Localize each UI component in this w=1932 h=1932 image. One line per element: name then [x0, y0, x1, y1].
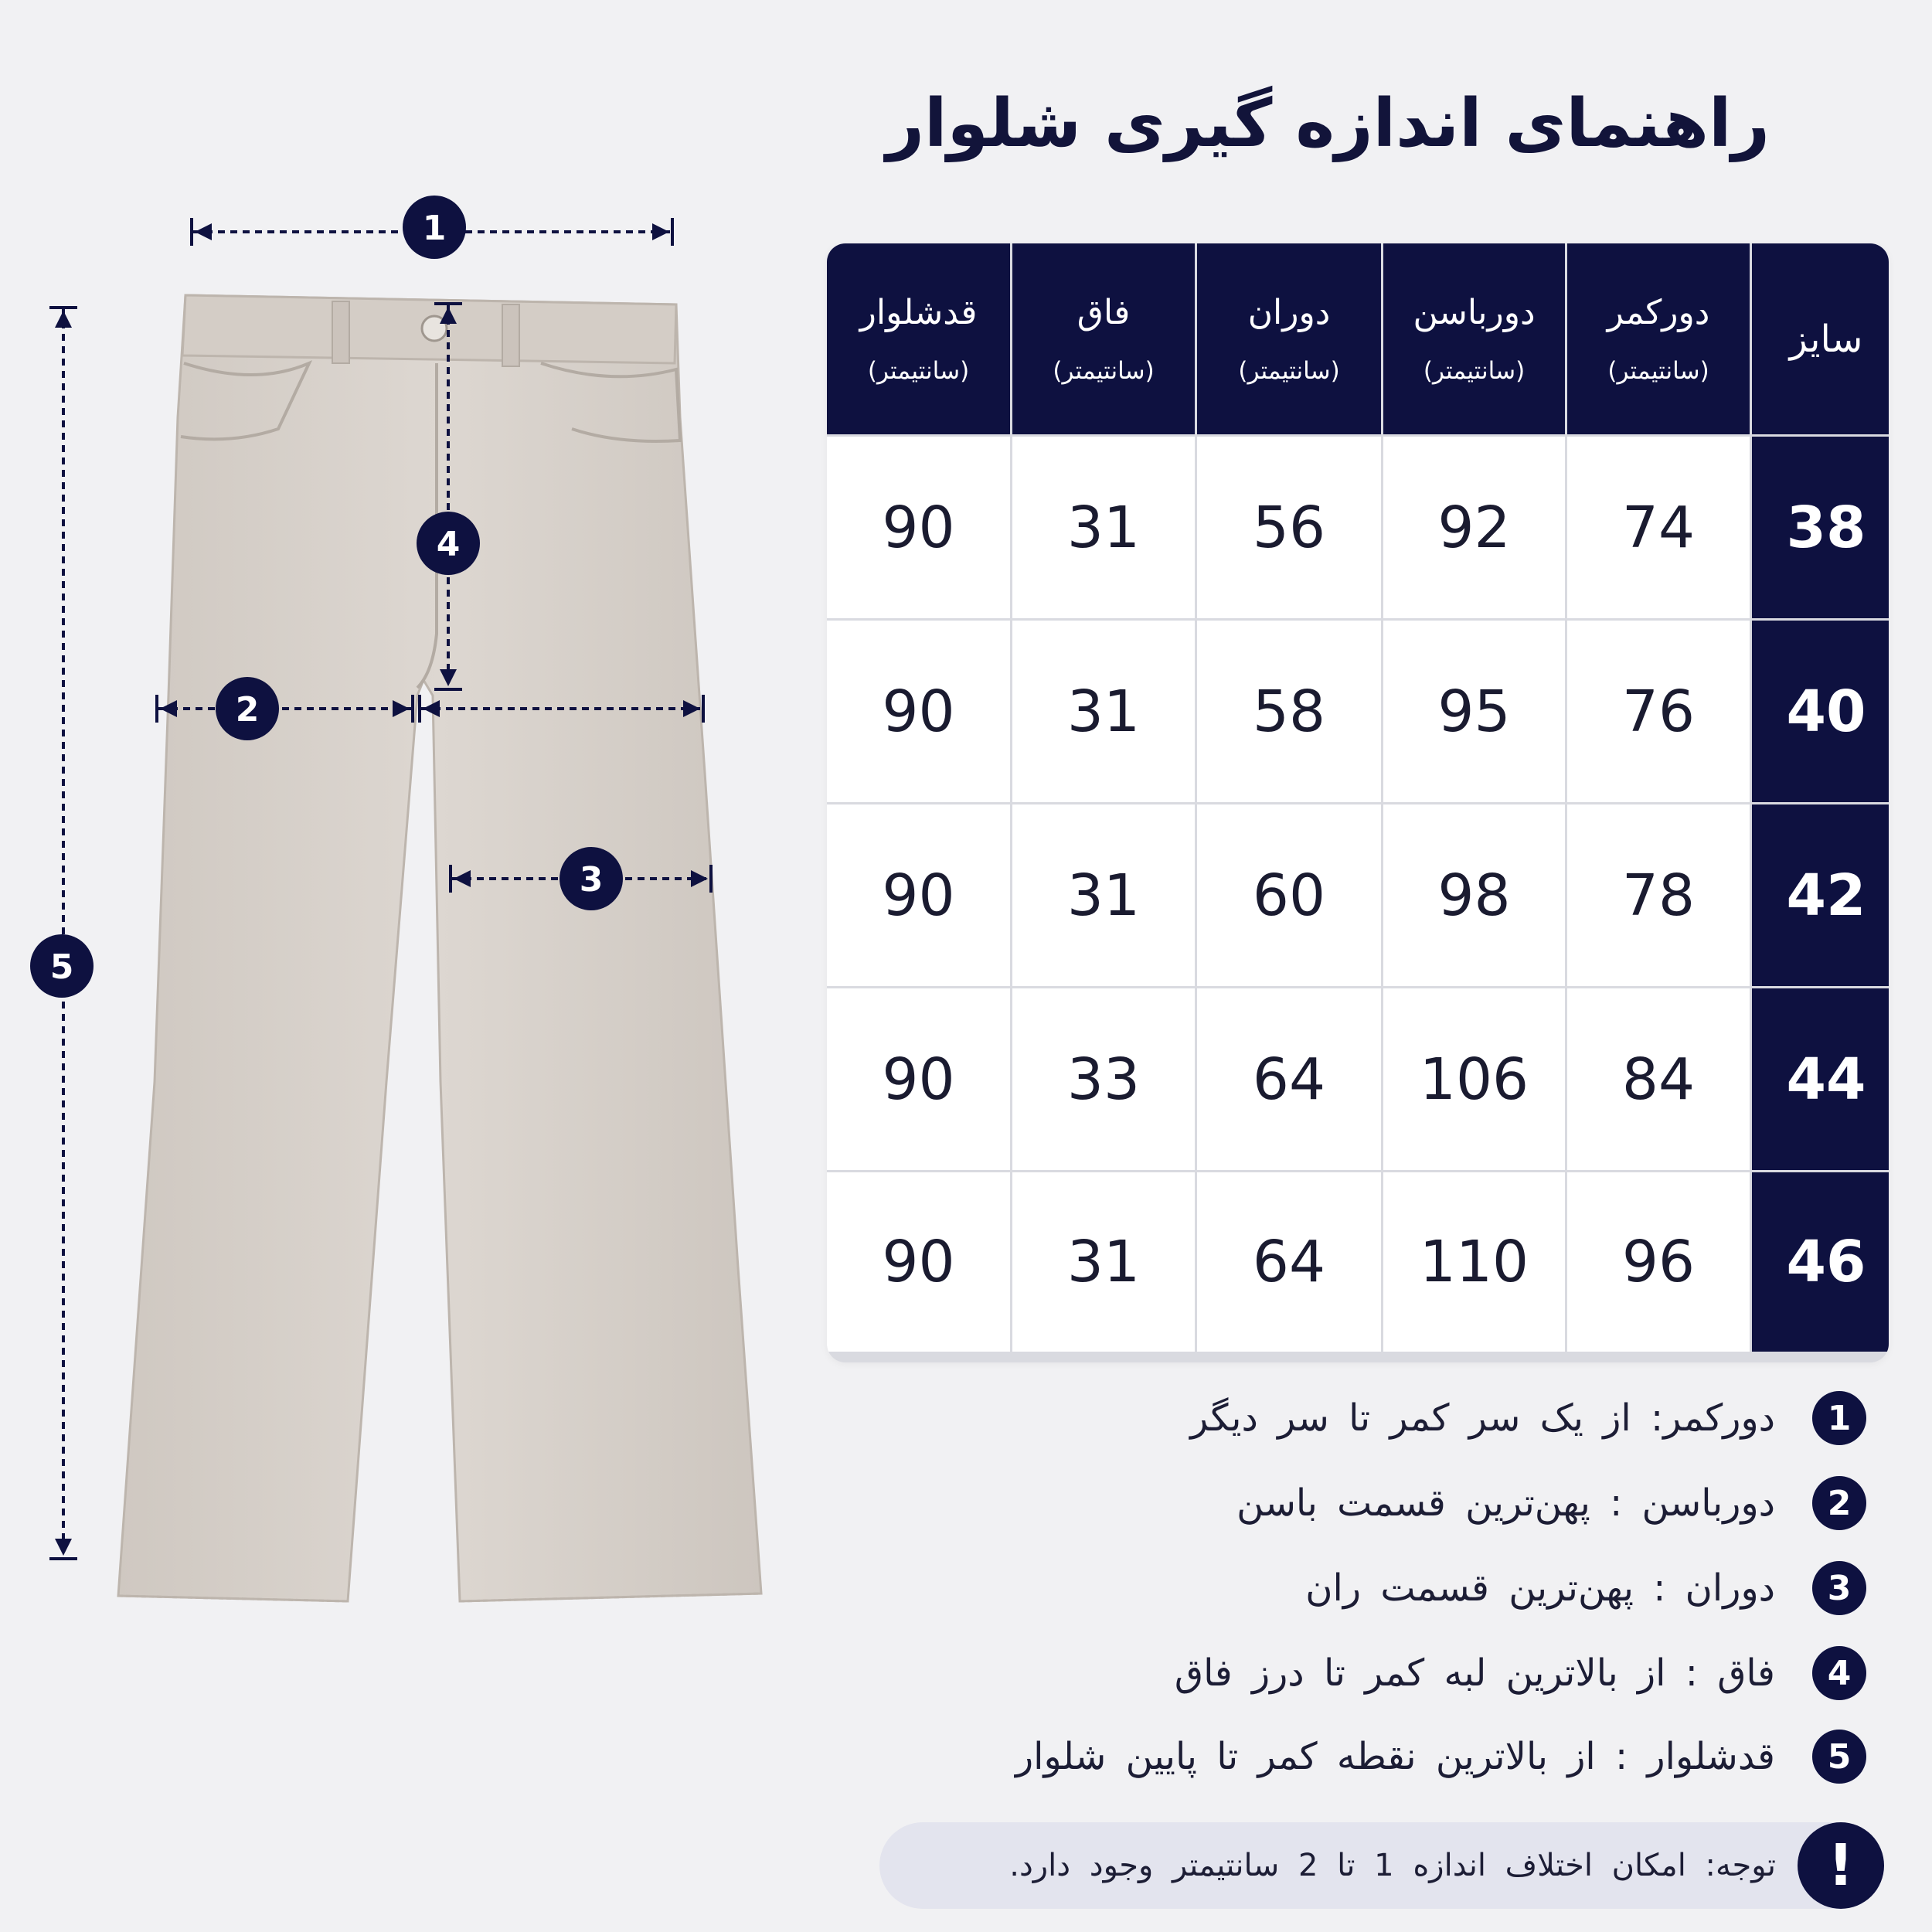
marker-2 [216, 677, 279, 740]
table-cell-rise: 31 [1012, 804, 1195, 986]
table-cell-thigh: 64 [1197, 1172, 1381, 1352]
table-cell-size: 40 [1752, 621, 1889, 802]
marker-5 [30, 934, 94, 998]
legend-number-badge: 4 [1812, 1646, 1866, 1700]
size-chart-table [827, 243, 1889, 1362]
table-cell-thigh: 64 [1197, 988, 1381, 1170]
table-cell-rise: 33 [1012, 988, 1195, 1170]
header-length [827, 243, 1010, 434]
legend-text: فاق : از بالاترین لبه کمر تا درز فاق [1174, 1651, 1775, 1695]
measurement-legend [784, 1391, 1866, 1793]
marker-3 [560, 847, 623, 910]
table-cell-thigh: 60 [1197, 804, 1381, 986]
svg-text:4: 4 [436, 525, 461, 564]
legend-item-waist [1190, 1391, 1866, 1445]
table-cell-hip: 92 [1383, 437, 1565, 618]
header-waist-label: دورکمر [1607, 293, 1710, 332]
header-hip-unit: (سانتیمتر) [1423, 357, 1526, 385]
table-cell-waist: 96 [1567, 1172, 1750, 1352]
legend-number-badge: 1 [1812, 1391, 1866, 1445]
header-hip-label: دورباسن [1413, 293, 1536, 332]
table-cell-length: 90 [827, 621, 1010, 802]
table-cell-size: 46 [1752, 1172, 1889, 1352]
header-rise [1012, 243, 1195, 434]
table-cell-rise: 31 [1012, 1172, 1195, 1352]
legend-text: دورکمر: از یک سر کمر تا سر دیگر [1190, 1396, 1775, 1440]
legend-text: دورباسن : پهن‌ترین قسمت باسن [1236, 1481, 1775, 1525]
pants-measurement-diagram [0, 0, 819, 1700]
header-size [1752, 243, 1889, 434]
table-cell-hip: 110 [1383, 1172, 1565, 1352]
header-size-label: سایز [1789, 317, 1863, 361]
table-cell-hip: 95 [1383, 621, 1565, 802]
legend-number-badge: 3 [1812, 1561, 1866, 1615]
svg-text:5: 5 [49, 947, 74, 987]
legend-text: دوران : پهن‌ترین قسمت ران [1305, 1566, 1775, 1610]
header-waist [1567, 243, 1750, 434]
table-cell-hip: 98 [1383, 804, 1565, 986]
pants-image [118, 295, 761, 1601]
marker-4 [417, 512, 480, 575]
table-cell-waist: 78 [1567, 804, 1750, 986]
table-cell-thigh: 58 [1197, 621, 1381, 802]
table-cell-length: 90 [827, 1172, 1010, 1352]
legend-item-length [1015, 1730, 1866, 1784]
table-cell-length: 90 [827, 437, 1010, 618]
table-cell-hip: 106 [1383, 988, 1565, 1170]
table-cell-thigh: 56 [1197, 437, 1381, 618]
header-length-unit: (سانتیمتر) [867, 357, 970, 385]
page-title: راهنمای اندازه گیری شلوار [886, 85, 1770, 162]
table-cell-waist: 74 [1567, 437, 1750, 618]
exclamation-icon: ! [1798, 1822, 1884, 1909]
header-thigh [1197, 243, 1381, 434]
table-cell-size: 38 [1752, 437, 1889, 618]
legend-text: قدشلوار : از بالاترین نقطه کمر تا پایین شلوار [1015, 1735, 1775, 1778]
legend-item-rise [1175, 1646, 1866, 1700]
header-rise-unit: (سانتیمتر) [1053, 357, 1155, 385]
svg-text:1: 1 [422, 209, 447, 248]
table-cell-length: 90 [827, 804, 1010, 986]
header-hip [1383, 243, 1565, 434]
table-cell-rise: 31 [1012, 621, 1195, 802]
header-thigh-unit: (سانتیمتر) [1238, 357, 1340, 385]
svg-text:2: 2 [235, 690, 260, 730]
table-cell-waist: 76 [1567, 621, 1750, 802]
legend-item-hip [1236, 1476, 1866, 1530]
table-cell-size: 42 [1752, 804, 1889, 986]
table-cell-waist: 84 [1567, 988, 1750, 1170]
table-cell-rise: 31 [1012, 437, 1195, 618]
svg-text:3: 3 [579, 860, 604, 900]
header-waist-unit: (سانتیمتر) [1607, 357, 1709, 385]
header-thigh-label: دوران [1247, 293, 1331, 332]
legend-number-badge: 5 [1812, 1730, 1866, 1784]
tolerance-note [879, 1822, 1884, 1909]
marker-1 [403, 196, 466, 259]
table-cell-size: 44 [1752, 988, 1889, 1170]
legend-number-badge: 2 [1812, 1476, 1866, 1530]
header-length-label: قدشلوار [859, 293, 978, 332]
legend-item-thigh [1305, 1561, 1866, 1615]
header-rise-label: فاق [1077, 293, 1131, 332]
note-text: توجه: امکان اختلاف اندازه 1 تا 2 سانتیمتر وجود دارد. [1009, 1848, 1776, 1883]
table-cell-length: 90 [827, 988, 1010, 1170]
